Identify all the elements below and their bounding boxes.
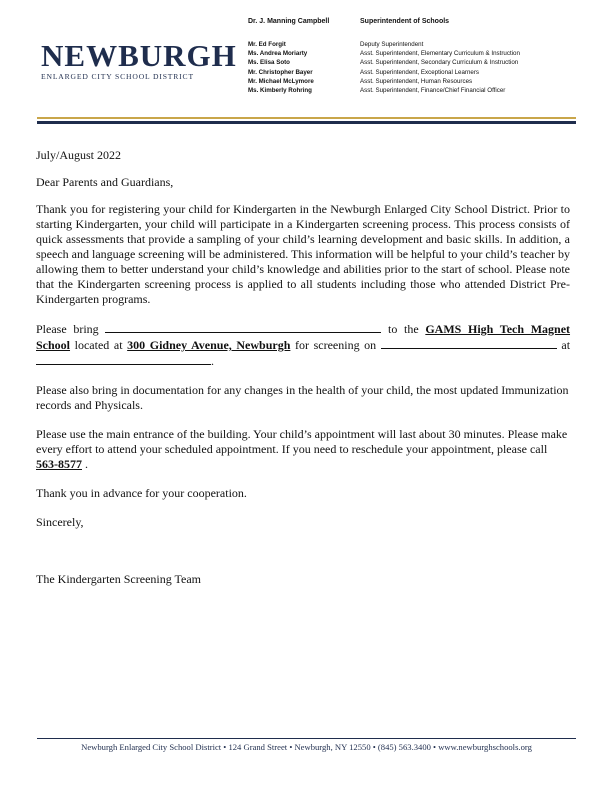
header-navy-rule bbox=[37, 121, 576, 124]
staff-title: Asst. Superintendent, Human Resources bbox=[360, 77, 473, 85]
staff-title: Asst. Superintendent, Secondary Curriculum & Instruction bbox=[360, 59, 519, 67]
logo-subtitle: ENLARGED CITY SCHOOL DISTRICT bbox=[41, 72, 194, 81]
closing-line: Sincerely, bbox=[36, 515, 84, 529]
staff-row bbox=[248, 77, 598, 86]
documentation-paragraph: Please also bring in documentation for any changes in the health of your child, the most updated Immunization records and Physicals. bbox=[36, 383, 569, 412]
staff-row bbox=[248, 49, 598, 58]
header-gold-rule bbox=[37, 117, 576, 119]
appt-text: . bbox=[211, 354, 214, 368]
letter-greeting: Dear Parents and Guardians, bbox=[36, 175, 174, 189]
thanks-line: Thank you in advance for your cooperation. bbox=[36, 486, 247, 500]
staff-row bbox=[248, 86, 598, 95]
appt-text: to the bbox=[388, 322, 419, 336]
footer-rule bbox=[37, 738, 576, 739]
letter-date: July/August 2022 bbox=[36, 148, 122, 162]
district-logo bbox=[41, 38, 237, 81]
staff-name: Ms. Elisa Soto bbox=[248, 59, 290, 67]
staff-directory bbox=[248, 17, 598, 95]
time-blank-line bbox=[36, 353, 211, 365]
phone-number: 563-8577 bbox=[36, 457, 82, 471]
staff-name: Mr. Ed Forgit bbox=[248, 41, 286, 48]
logo-wordmark: NEWBURGH bbox=[41, 38, 237, 73]
staff-row bbox=[248, 68, 598, 77]
appointment-paragraph bbox=[36, 321, 570, 369]
staff-name: Ms. Kimberly Rohring bbox=[248, 86, 312, 94]
staff-title: Asst. Superintendent, Elementary Curriculum & Instruction bbox=[360, 50, 520, 58]
entrance-text: Please use the main entrance of the building. Your child’s appointment will last about 30 minutes. Please make every effort to attend your scheduled appointment. If you need to reschedule your appointment, please call bbox=[36, 427, 568, 456]
intro-paragraph: Thank you for registering your child for Kindergarten in the Newburgh Enlarged City School District. Prior to starting Kindergarten, your child will participate in a Kindergarten screening process. This process consists of quick assessments that provide a sampling of your child’s learning development and basic skills. In addition, a speech and language screening will be administered. This information will be helpful to your child’s teacher by allowing them to better understand your child’s knowledge and abilities prior to the start of school. Please note that the Kindergarten screening process is applied to all students including those who attended District Pre-Kindergarten programs. bbox=[36, 202, 570, 306]
appt-text: at bbox=[561, 338, 571, 352]
letter-body bbox=[36, 148, 570, 587]
superintendent-name: Dr. J. Manning Campbell bbox=[248, 18, 330, 25]
school-name: GAMS High Tech Magnet School bbox=[36, 322, 571, 352]
footer-address: Newburgh Enlarged City School District • 124 Grand Street • Newburgh, NY 12550 • (845) 563.3400 • www.newburghschools.org bbox=[81, 742, 532, 752]
staff-title: Deputy Superintendent bbox=[360, 41, 424, 48]
superintendent-row bbox=[248, 17, 598, 27]
entrance-end: . bbox=[85, 457, 88, 471]
staff-name: Ms. Andrea Moriarty bbox=[248, 50, 308, 58]
staff-row bbox=[248, 58, 598, 67]
bring-blank-line bbox=[105, 321, 381, 333]
staff-title: Asst. Superintendent, Finance/Chief Financial Officer bbox=[360, 86, 506, 94]
school-address: 300 Gidney Avenue, Newburgh bbox=[127, 338, 291, 352]
appt-text: for screening on bbox=[295, 338, 377, 352]
staff-title: Asst. Superintendent, Exceptional Learners bbox=[360, 68, 480, 76]
staff-row bbox=[248, 40, 598, 49]
date-blank-line bbox=[381, 337, 557, 349]
signature-line: The Kindergarten Screening Team bbox=[36, 572, 201, 586]
entrance-paragraph bbox=[36, 427, 570, 472]
staff-name: Mr. Michael McLymore bbox=[248, 77, 314, 85]
appt-text: located at bbox=[74, 338, 123, 352]
staff-name: Mr. Christopher Bayer bbox=[248, 68, 313, 76]
superintendent-title: Superintendent of Schools bbox=[360, 18, 450, 25]
appt-text: Please bring bbox=[36, 322, 99, 336]
